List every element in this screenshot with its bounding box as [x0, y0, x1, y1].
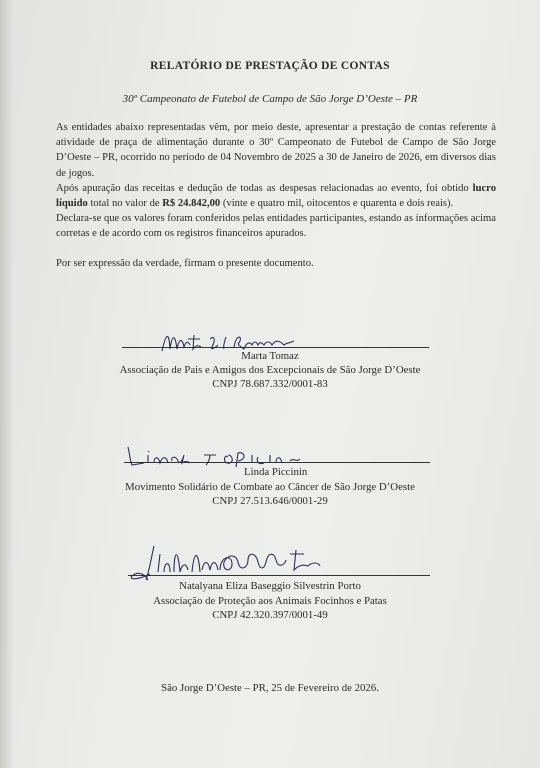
signer-2-name: Linda Piccinin: [244, 466, 308, 478]
result-end: (vinte e quatro mil, oitocentos e quarenta e dois reais).: [220, 198, 454, 210]
net-profit-value: R$ 24.842,00: [162, 198, 221, 210]
result-middle: total no valor de: [87, 198, 163, 210]
signature-line-1: [122, 347, 429, 348]
signature-line-3: [128, 575, 430, 576]
signer-2-cnpj: CNPJ 27.513.646/0001-29: [212, 495, 328, 507]
signer-1-name: Marta Tomaz: [241, 350, 299, 362]
signer-3-name: Natalyana Eliza Baseggio Silvestrin Porto: [179, 580, 361, 592]
paragraph-closing: Por ser expressão da verdade, firmam o presente documento.: [56, 257, 314, 269]
paragraph-declaration: Declara-se que os valores foram conferidos pelas entidades participantes, estando as informações acima corretas e de acordo com os registros financeiros apurados.: [56, 213, 496, 240]
place-and-date: São Jorge D’Oeste – PR, 25 de Fevereiro de 2026.: [161, 682, 379, 694]
signer-3-cnpj: CNPJ 42.320.397/0001-49: [212, 609, 328, 621]
signer-1-organization: Associação de Pais e Amigos dos Excepcionais de São Jorge D’Oeste: [119, 364, 421, 376]
paragraph-intro: As entidades abaixo representadas vêm, por meio deste, apresentar a prestação de contas referente à atividade de praça de alimentação durante o 30º Campeonato de Futebol de Campo de São Jorge D’Oeste – PR, ocorrido no período de 04 Novembro de 2025 a 30 de Janeiro de 2026, em diversos dias de jogos.: [56, 122, 496, 179]
net-profit-term: lucro líquido: [56, 182, 496, 210]
signer-1-cnpj: CNPJ 78.687.332/0001-83: [212, 378, 328, 390]
document-body: [56, 120, 496, 271]
document-subtitle: 30º Campeonato de Futebol de Campo de São Jorge D’Oeste – PR: [122, 93, 418, 105]
signer-2-organization: Movimento Solidário de Combate ao Câncer de São Jorge D’Oeste: [125, 481, 415, 493]
result-intro: Após apuração das receitas e dedução de todas as despesas relacionadas ao evento, foi obtido: [56, 182, 473, 194]
signature-line-2: [124, 462, 430, 463]
paragraph-result: [56, 181, 496, 211]
handwritten-signature-3: [124, 542, 340, 582]
signer-3-organization: Associação de Proteção aos Animais Focinhos e Patas: [153, 595, 387, 607]
document-title: RELATÓRIO DE PRESTAÇÃO DE CONTAS: [150, 60, 390, 72]
